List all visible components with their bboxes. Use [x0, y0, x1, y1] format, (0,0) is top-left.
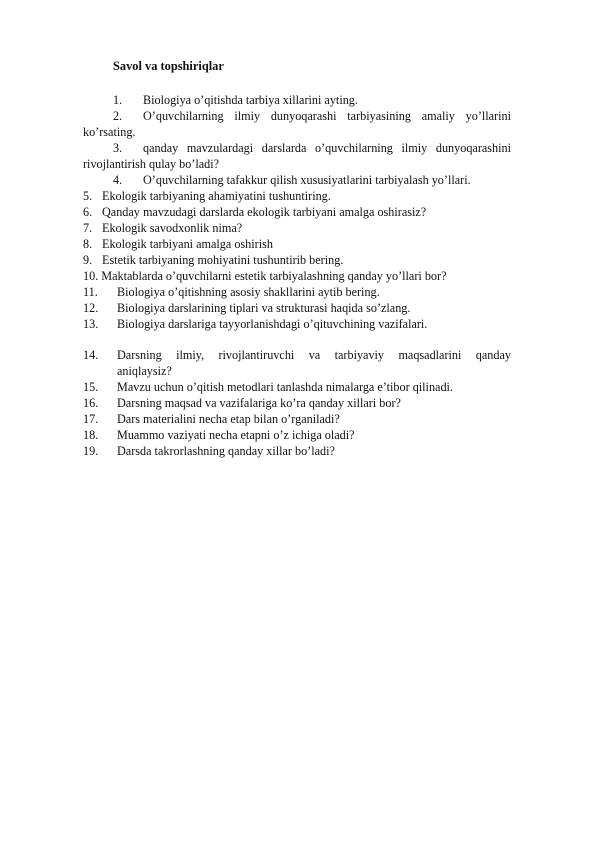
question-number: 18. [83, 428, 99, 442]
question-text: Mavzu uchun o’qitish metodlari tanlashda nimalarga e’tibor qilinadi. [117, 380, 453, 394]
question-text: Ekologik tarbiyaning ahamiyatini tushuntiring. [102, 189, 331, 203]
question-text: O’quvchilarning tafakkur qilish xususiyatlarini tarbiyalash yo’llari. [143, 173, 471, 187]
question-number: 5. [83, 189, 93, 203]
question-text: Darsda takrorlashning qanday xillar bo’ladi? [117, 444, 335, 458]
question-number: 4. [113, 173, 123, 187]
question-text: Biologiya o’qitishda tarbiya xillarini ayting. [143, 93, 358, 107]
question-text: Muammo vaziyati necha etapni o’z ichiga oladi? [117, 428, 355, 442]
question-number: 11. [83, 285, 98, 299]
question-text: Darsning maqsad va vazifalariga ko’ra qanday xillari bor? [117, 396, 401, 410]
question-number: 16. [83, 396, 99, 410]
page-heading: Savol va topshiriqlar [113, 59, 224, 73]
question-text-line2: ko’rsating. [83, 125, 136, 139]
question-text: Biologiya darslarining tiplari va strukturasi haqida so’zlang. [117, 301, 411, 315]
question-text: Dars materialini necha etap bilan o’rganiladi? [117, 412, 340, 426]
question-number: 3. [113, 141, 123, 155]
question-number: 2. [113, 109, 123, 123]
question-text: Ekologik savodxonlik nima? [102, 221, 243, 235]
question-number: 19. [83, 444, 99, 458]
question-number: 6. [83, 205, 93, 219]
question-text: Qanday mavzudagi darslarda ekologik tarbiyani amalga oshirasiz? [102, 205, 427, 219]
question-number: 14. [83, 348, 99, 362]
question-text: Estetik tarbiyaning mohiyatini tushuntirib bering. [102, 253, 344, 267]
question-text-line2: rivojlantirish qulay bo’ladi? [83, 157, 220, 171]
question-text-line1: O’quvchilarning ilmiy dunyoqarashi tarbiyasining amaliy yo’llarini [143, 109, 511, 123]
question-text: Biologiya o’qitishning asosiy shakllarini aytib bering. [117, 285, 380, 299]
question-text: Biologiya darslariga tayyorlanishdagi o’qituvchining vazifalari. [117, 317, 428, 331]
question-text-line1: Darsning ilmiy, rivojlantiruvchi va tarbiyaviy maqsadlarini qanday [117, 348, 511, 362]
question-text: Ekologik tarbiyani amalga oshirish [102, 237, 273, 251]
question-text-line2: aniqlaysiz? [117, 364, 172, 378]
question-number: 12. [83, 301, 99, 315]
question-number: 8. [83, 237, 93, 251]
question-14 [83, 347, 511, 379]
question-2 [83, 108, 511, 140]
question-number: 15. [83, 380, 99, 394]
question-number: 17. [83, 412, 99, 426]
question-number: 9. [83, 253, 93, 267]
question-3 [83, 140, 511, 172]
question-text-line1: qanday mavzulardagi darslarda o’quvchilarning ilmiy dunyoqarashini [143, 141, 511, 155]
question-number: 13. [83, 317, 99, 331]
question-number: 7. [83, 221, 93, 235]
question-number: 1. [113, 93, 123, 107]
question-10: 10. Maktablarda o’quvchilarni estetik tarbiyalashning qanday yo’llari bor? [83, 269, 447, 283]
